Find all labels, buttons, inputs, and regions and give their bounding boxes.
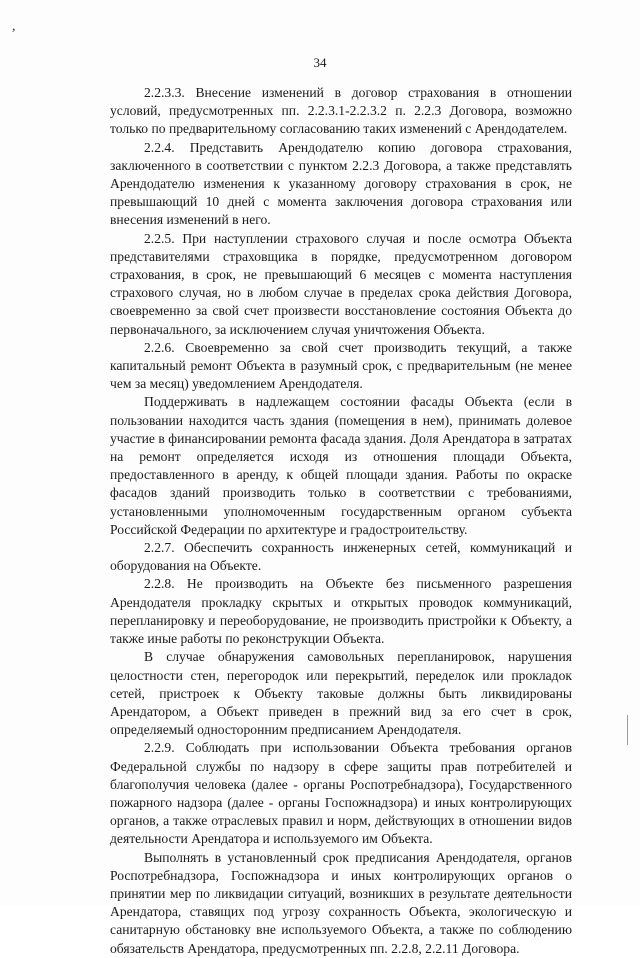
- paragraph-unauthorized-changes: В случае обнаружения самовольных перепланировок, нарушения целостности стен, перегородок или перекрытий, переделок или прокладок сетей, пристроек к Объекту таковые должны быть ликвидированы Арендатором, а Объект приведен в прежний вид за его счет в срок, определяемый односторонним предписанием Арендодателя.: [110, 649, 572, 738]
- document-body: [110, 84, 572, 958]
- paragraph-2-2-5: 2.2.5. При наступлении страхового случая и после осмотра Объекта представителями страховщика в порядке, предусмотренном договором страхования, в срок, не превышающий 6 месяцев с момента наступления страхового случая, но в любом случае в пределах срока действия Договора, своевременно за свой счет произвести восстановление состояния Объекта до первоначального, за исключением случая уничтожения Объекта.: [110, 230, 572, 337]
- paragraph-2-2-9: 2.2.9. Соблюдать при использовании Объекта требования органов Федеральной службы по надзору в сфере защиты прав потребителей и благополучия человека (далее - органы Роспотребнадзора), Государственного пожарного надзора (далее - органы Госпожнадзора) и иных контролирующих органов, а также отраслевых правил и норм, действующих в отношении видов деятельности Арендатора и используемого им Объекта.: [110, 740, 572, 847]
- paragraph-2-2-8: 2.2.8. Не производить на Объекте без письменного разрешения Арендодателя прокладку скрытых и открытых проводок коммуникаций, перепланировку и переоборудование, не производить пристройки к Объекту, а также иные работы по реконструкции Объекта.: [110, 576, 572, 647]
- paragraph-2-2-4: 2.2.4. Представить Арендодателю копию договора страхования, заключенного в соответствии с пунктом 2.2.3 Договора, а также представлять Арендодателю изменения к указанному договору страхования в срок, не превышающий 10 дней с момента заключения договора страхования или внесения изменений в него.: [110, 139, 572, 228]
- paragraph-prescriptions: Выполнять в установленный срок предписания Арендодателя, органов Роспотребнадзора, Госпожнадзора и иных контролирующих органов о принятии мер по ликвидации ситуаций, возникших в результате деятельности Арендатора, ставящих под угрозу сохранность Объекта, экологическую и санитарную обстановку вне используемого Объекта, а также по соблюдению обязательств Арендатора, предусмотренных пп. 2.2.8, 2.2.11 Договора.: [110, 849, 572, 956]
- page-number: 34: [313, 55, 327, 70]
- paragraph-2-2-7: 2.2.7. Обеспечить сохранность инженерных сетей, коммуникаций и оборудования на Объекте.: [110, 540, 572, 574]
- paragraph-2-2-3-3: 2.2.3.3. Внесение изменений в договор страхования в отношении условий, предусмотренных пп. 2.2.3.1-2.2.3.2 п. 2.2.3 Договора, возможно только по предварительному согласованию таких изменений с Арендодателем.: [110, 85, 572, 137]
- corner-mark: ,: [12, 19, 16, 34]
- paragraph-2-2-6: 2.2.6. Своевременно за свой счет производить текущий, а также капитальный ремонт Объекта в разумный срок, с предварительным (не менее чем за месяц) уведомлением Арендодателя.: [110, 339, 572, 392]
- paragraph-facades: Поддерживать в надлежащем состоянии фасады Объекта (если в пользовании находится часть здания (помещения в нем), принимать долевое участие в финансировании ремонта фасада здания. Доля Арендатора в затратах на ремонт определяется исходя из отношения площади Объекта, предоставленного в аренду, к общей площади здания. Работы по окраске фасадов зданий производить только в соответствии с требованиями, установленными уполномоченным государственным органом субъекта Российской Федерации по архитектуре и градостроительству.: [110, 394, 572, 537]
- scan-edge-mark: [627, 715, 628, 745]
